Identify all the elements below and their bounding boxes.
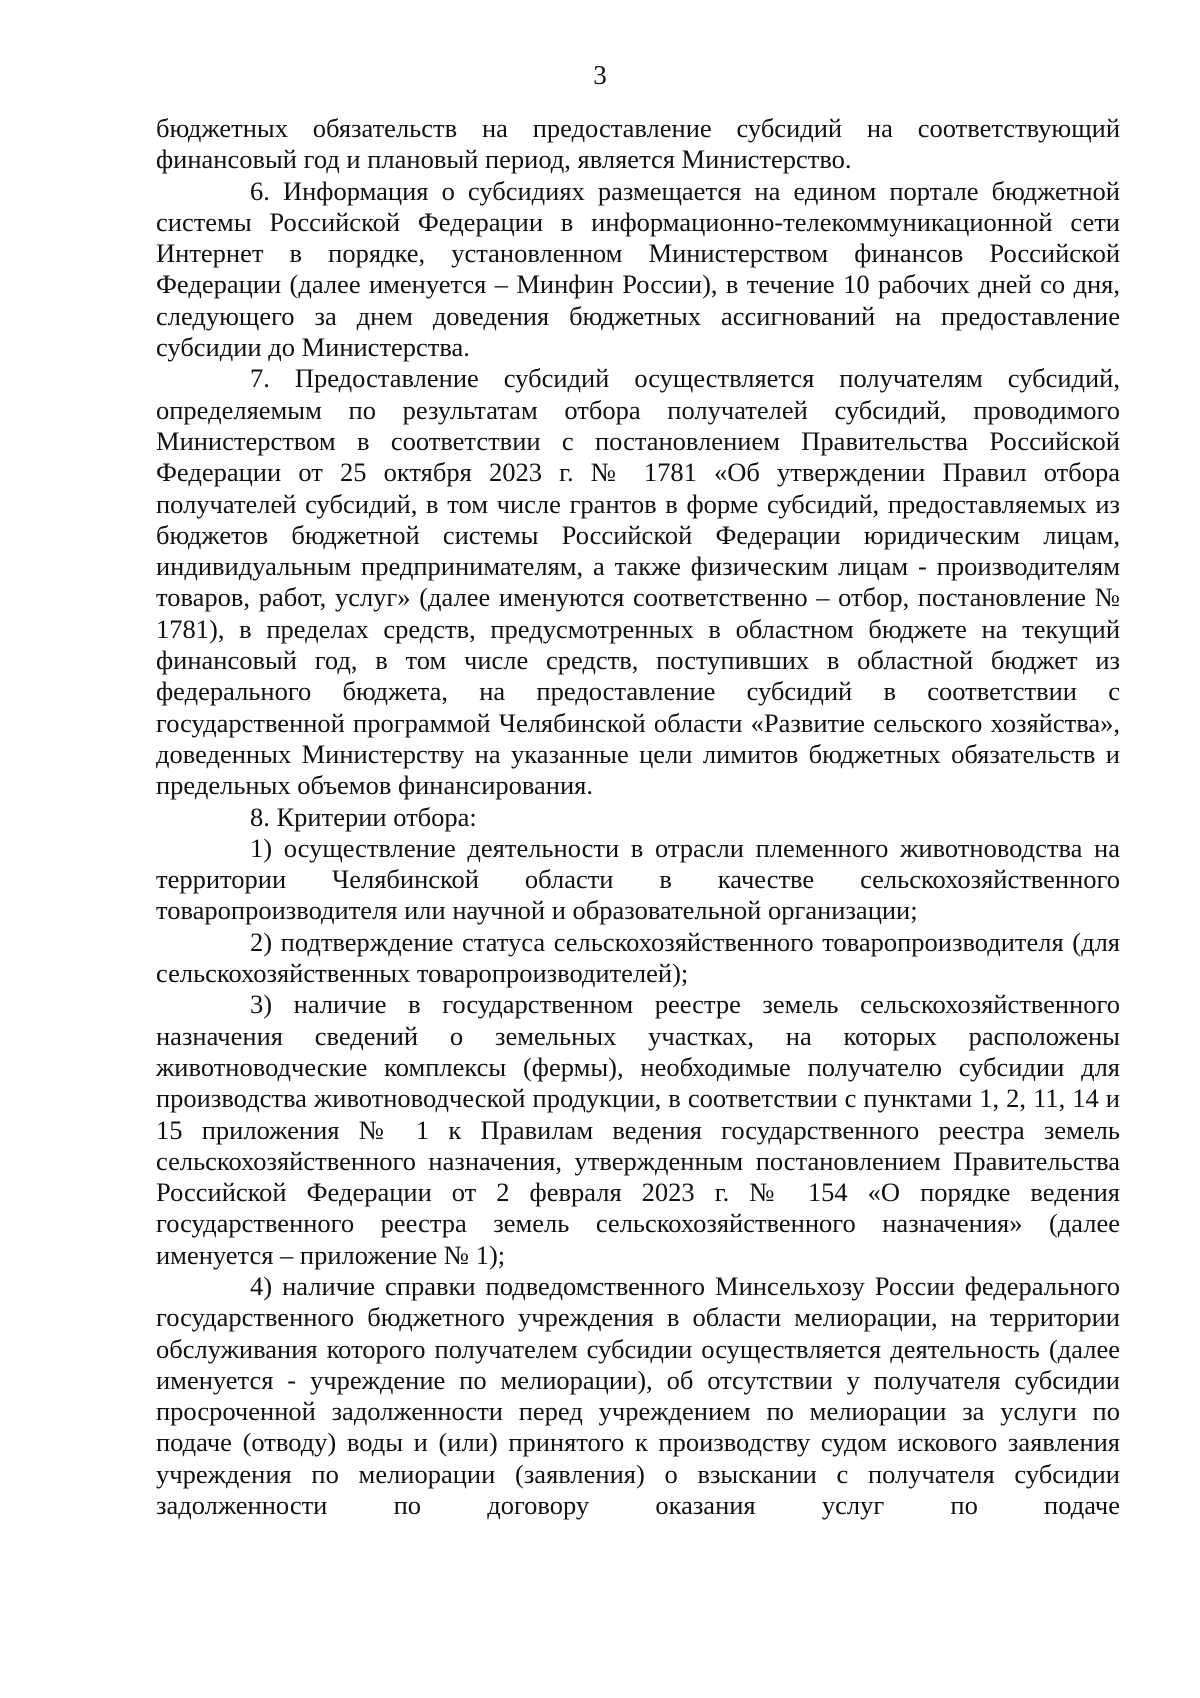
criterion-4: 4) наличие справки подведомственного Минсельхозу России федерального государственного бюджетного учреждения в области мелиорации, на территории обслуживания которого получателем субсидии осуществляется деятельность (далее именуется - учреждение по мелиорации), об отсутствии у получателя субсидии просроченной задолженности перед учреждением по мелиорации за услуги по подаче (отводу) воды и (или) принятого к производству судом искового заявления учреждения по мелиорации (заявления) о взыскании с получателя субсидии задолженности по договору оказания услуг по подаче [156,1270,1120,1521]
document-body [156,113,1120,1521]
criterion-2: 2) подтверждение статуса сельскохозяйственного товаропроизводителя (для сельскохозяйственных товаропроизводителей); [156,926,1120,989]
paragraph-8-heading: 8. Критерии отбора: [250,801,477,832]
page-number: 3 [593,60,607,90]
criterion-3: 3) наличие в государственном реестре земель сельскохозяйственного назначения сведений о земельных участках, на которых расположены животноводческие комплексы (фермы), необходимые получателю субсидии для производства животноводческой продукции, в соответствии с пунктами 1, 2, 11, 14 и 15 приложения № 1 к Правилам ведения государственного реестра земель сельскохозяйственного назначения, утвержденным постановлением Правительства Российской Федерации от 2 февраля 2023 г. № 154 «О порядке ведения государственного реестра земель сельскохозяйственного назначения» (далее именуется – приложение № 1); [156,989,1120,1270]
paragraph-continuation: бюджетных обязательств на предоставление субсидий на соответствующий финансовый год и плановый период, является Министерство. [156,113,1120,175]
criterion-1: 1) осуществление деятельности в отрасли племенного животноводства на территории Челябинской области в качестве сельскохозяйственного товаропроизводителя или научной и образовательной организации; [156,832,1120,926]
paragraph-6: 6. Информация о субсидиях размещается на едином портале бюджетной системы Российской Федерации в информационно-телекоммуникационной сети Интернет в порядке, установленном Министерством финансов Российской Федерации (далее именуется – Минфин России), в течение 10 рабочих дней со дня, следующего за днем доведения бюджетных ассигнований на предоставление субсидии до Министерства. [156,175,1120,363]
paragraph-7: 7. Предоставление субсидий осуществляется получателям субсидий, определяемым по результатам отбора получателей субсидий, проводимого Министерством в соответствии с постановлением Правительства Российской Федерации от 25 октября 2023 г. № 1781 «Об утверждении Правил отбора получателей субсидий, в том числе грантов в форме субсидий, предоставляемых из бюджетов бюджетной системы Российской Федерации юридическим лицам, индивидуальным предпринимателям, а также физическим лицам - производителям товаров, работ, услуг» (далее именуются соответственно – отбор, постановление № 1781), в пределах средств, предусмотренных в областном бюджете на текущий финансовый год, в том числе средств, поступивших в областной бюджет из федерального бюджета, на предоставление субсидий в соответствии с государственной программой Челябинской области «Развитие сельского хозяйства», доведенных Министерству на указанные цели лимитов бюджетных обязательств и предельных объемов финансирования. [156,363,1120,801]
